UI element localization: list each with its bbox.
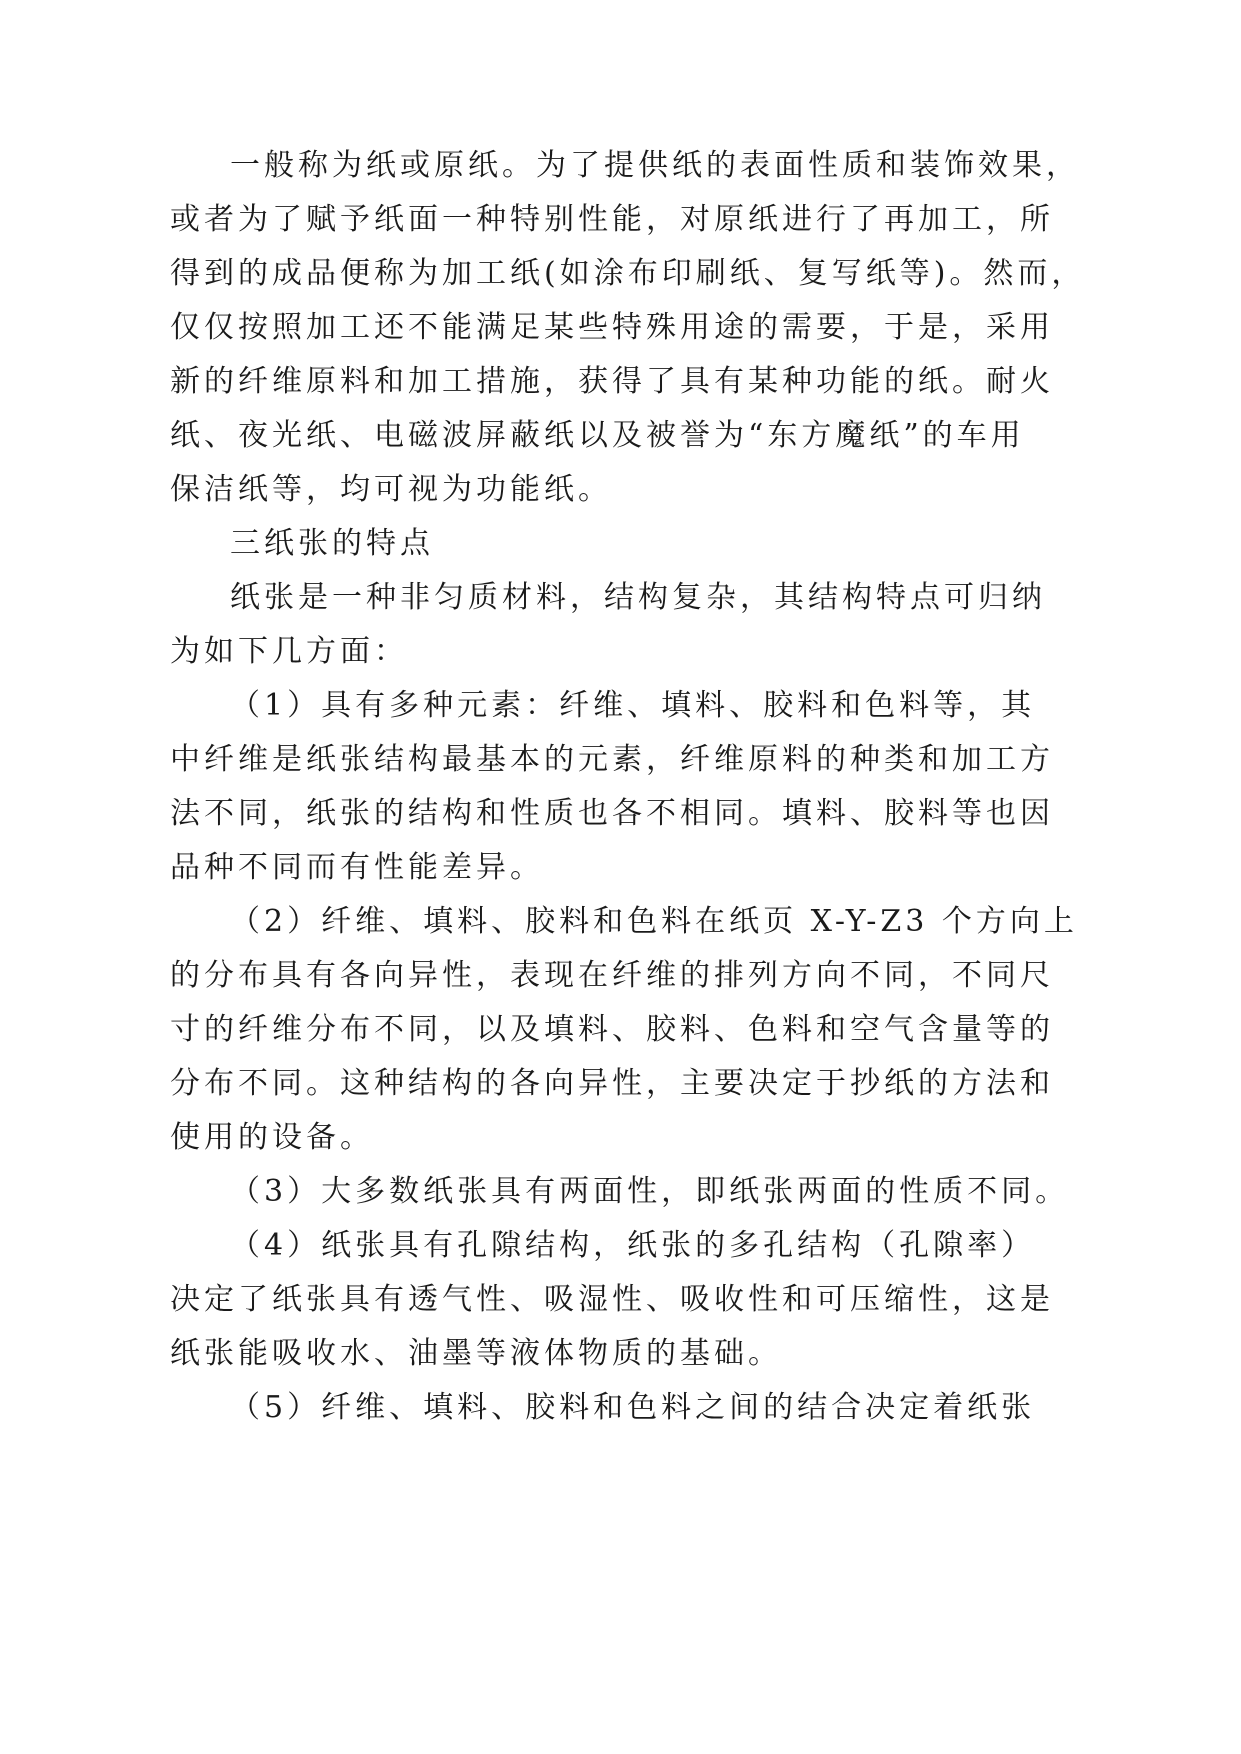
text-line: 寸的纤维分布不同，以及填料、胶料、色料和空气含量等的 [170, 1012, 1054, 1047]
text-line: （1）具有多种元素：纤维、填料、胶料和色料等，其 [230, 688, 1036, 723]
text-line: 得到的成品便称为加工纸(如涂布印刷纸、复写纸等)。然而， [170, 256, 1086, 291]
text-line: 的分布具有各向异性，表现在纤维的排列方向不同，不同尺 [170, 958, 1054, 993]
text-line: 纸、夜光纸、电磁波屏蔽纸以及被誉为“东方魔纸”的车用 [170, 418, 1025, 453]
text-line: 一般称为纸或原纸。为了提供纸的表面性质和装饰效果， [230, 148, 1080, 183]
text-line: 纸张是一种非匀质材料，结构复杂，其结构特点可归纳 [230, 580, 1046, 615]
text-line: 使用的设备。 [170, 1120, 374, 1155]
text-line: （4）纸张具有孔隙结构，纸张的多孔结构（孔隙率） [230, 1228, 1036, 1263]
text-line: （5）纤维、填料、胶料和色料之间的结合决定着纸张 [230, 1390, 1036, 1425]
text-line: 或者为了赋予纸面一种特别性能，对原纸进行了再加工，所 [170, 202, 1054, 237]
text-line: 纸张能吸收水、油墨等液体物质的基础。 [170, 1336, 782, 1371]
text-line: （3）大多数纸张具有两面性，即纸张两面的性质不同。 [230, 1174, 1070, 1209]
text-line: 中纤维是纸张结构最基本的元素，纤维原料的种类和加工方 [170, 742, 1054, 777]
text-line: 为如下几方面： [170, 634, 408, 669]
text-line: 决定了纸张具有透气性、吸湿性、吸收性和可压缩性，这是 [170, 1282, 1054, 1317]
text-line: 保洁纸等，均可视为功能纸。 [170, 472, 612, 507]
text-line: 仅仅按照加工还不能满足某些特殊用途的需要，于是，采用 [170, 310, 1054, 345]
section-heading: 三纸张的特点 [230, 526, 434, 561]
text-line: （2）纤维、填料、胶料和色料在纸页 X-Y-Z3 个方向上 [230, 904, 1078, 939]
text-line: 分布不同。这种结构的各向异性，主要决定于抄纸的方法和 [170, 1066, 1054, 1101]
text-line: 法不同，纸张的结构和性质也各不相同。填料、胶料等也因 [170, 796, 1054, 831]
text-line: 品种不同而有性能差异。 [170, 850, 544, 885]
text-line: 新的纤维原料和加工措施，获得了具有某种功能的纸。耐火 [170, 364, 1054, 399]
